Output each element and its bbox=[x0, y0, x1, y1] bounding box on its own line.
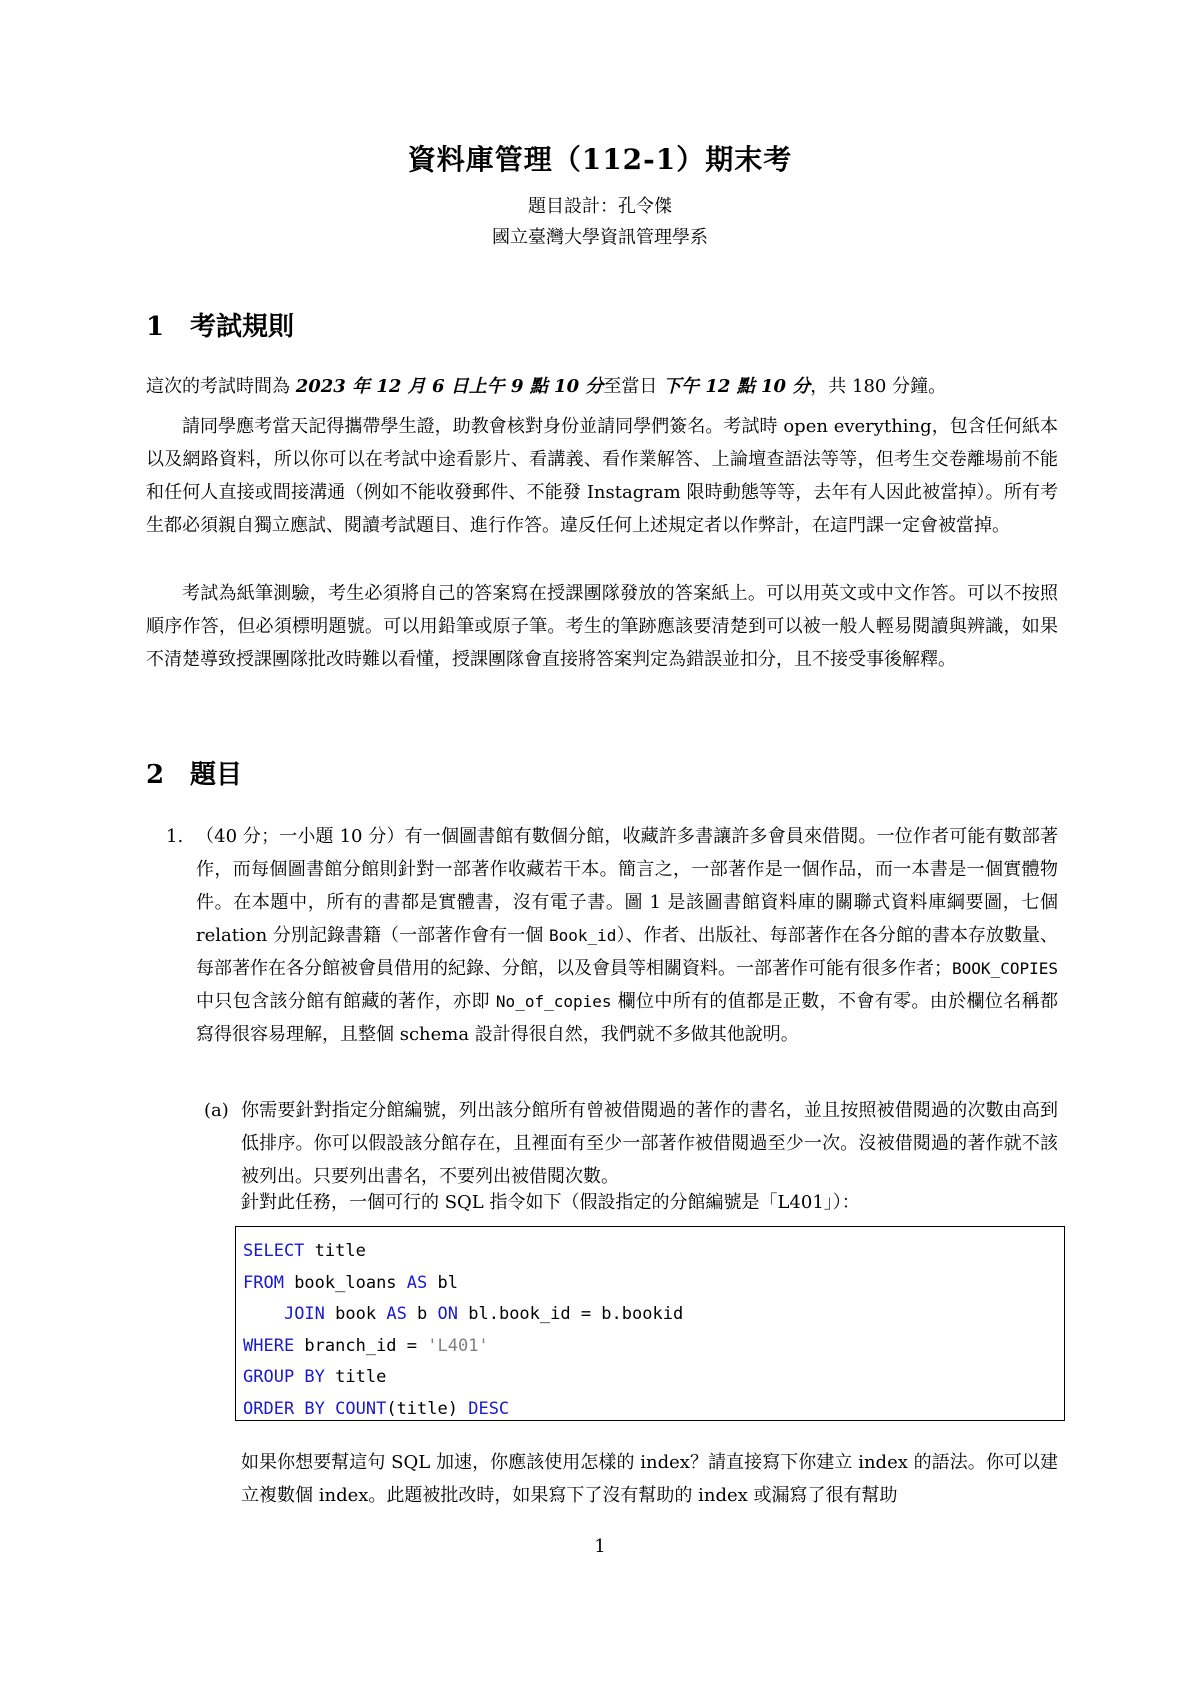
section-1-number: 1 bbox=[146, 312, 165, 342]
time-end: 下午 12 點 10 分 bbox=[663, 376, 811, 397]
sql-keyword: ON bbox=[437, 1304, 459, 1324]
sql-text: b bbox=[406, 1304, 438, 1324]
sql-text: bl bbox=[427, 1272, 458, 1293]
q1-text-part: 欄位中所有的值都是正數，不會有零。由於欄位名稱都寫得很容易理解，且整個 schema 設計得很自然，我們就不多做其他說明。 bbox=[196, 991, 1058, 1045]
subquestion-a-label: (a) bbox=[204, 1100, 229, 1121]
question-1-label: 1. bbox=[166, 826, 184, 847]
exam-time-paragraph bbox=[146, 370, 1058, 403]
sql-text: branch_id = bbox=[294, 1335, 428, 1356]
sql-keyword: SELECT bbox=[243, 1241, 305, 1261]
q1-text-part: 中只包含該分館有館藏的著作，亦即 bbox=[196, 991, 496, 1012]
section-2-title: 題目 bbox=[190, 760, 243, 790]
code-line bbox=[243, 1236, 1064, 1268]
sql-keyword: AS bbox=[406, 1272, 428, 1293]
sql-keyword: AS bbox=[386, 1304, 407, 1324]
sql-text: book_loans bbox=[283, 1272, 407, 1293]
time-prefix: 這次的考試時間為 bbox=[146, 376, 296, 397]
format-paragraph: 考試為紙筆測驗，考生必須將自己的答案寫在授課團隊發放的答案紙上。可以用英文或中文作答。可以不按照順序作答，但必須標明題號。可以用鉛筆或原子筆。考生的筆跡應該要清楚到可以被一般人輕易閱讀與辨識，如果不清楚導致授課團隊批改時難以看懂，授課團隊會直接將答案判定為錯誤並扣分，且不接受事後解釋。 bbox=[146, 583, 1058, 670]
department-line: 國立臺灣大學資訊管理學系 bbox=[492, 227, 708, 248]
code-line bbox=[243, 1299, 1064, 1331]
code-line bbox=[243, 1268, 1064, 1300]
sql-keyword: ORDER BY bbox=[243, 1398, 325, 1419]
code-line bbox=[243, 1331, 1064, 1363]
section-1-title: 考試規則 bbox=[190, 312, 295, 342]
section-2-heading bbox=[146, 754, 242, 791]
subquestion-a-text: 你需要針對指定分館編號，列出該分館所有曾被借閱過的著作的書名，並且按照被借閱過的次數由高到低排序。你可以假設該分館存在，且裡面有至少一部著作被借閱過至少一次。沒被借閱過的著作就不該被列出。只要列出書名，不要列出被借閱次數。 bbox=[241, 1100, 1058, 1187]
time-start: 2023 年 12 月 6 日上午 9 點 10 分 bbox=[295, 376, 604, 397]
sql-keyword: DESC bbox=[468, 1398, 510, 1419]
sql-text: bl.book_id = b.bookid bbox=[458, 1304, 684, 1324]
section-2-number: 2 bbox=[146, 760, 165, 790]
code-line bbox=[243, 1362, 1064, 1394]
q1-code-no-of-copies: No_of_copies bbox=[495, 992, 612, 1011]
sql-code-block bbox=[235, 1226, 1065, 1421]
sql-text: (title) bbox=[386, 1398, 469, 1419]
sql-text: book bbox=[324, 1304, 387, 1324]
sql-text: title bbox=[304, 1241, 366, 1261]
sql-keyword: JOIN bbox=[283, 1304, 325, 1324]
q1-text-part: ）、作者、出版社、每部著作在各分館的書本存放數量、每部著作在各分館被會員借用的紀錄、分館，以及會員等相關資料。一部著作可能有很多作者； bbox=[196, 925, 1059, 979]
sql-text: title bbox=[324, 1367, 387, 1387]
sql-keyword: WHERE bbox=[243, 1335, 295, 1356]
page-number: 1 bbox=[594, 1536, 606, 1557]
time-suffix: ，共 180 分鐘。 bbox=[810, 376, 947, 397]
sql-keyword: FROM bbox=[243, 1272, 284, 1293]
sql-intro: 針對此任務，一個可行的 SQL 指令如下（假設指定的分館編號是「L401」）： bbox=[241, 1192, 860, 1213]
sql-keyword: GROUP BY bbox=[243, 1367, 325, 1387]
sql-indent bbox=[243, 1304, 284, 1324]
sql-function: COUNT bbox=[335, 1398, 387, 1419]
page-title: 資料庫管理（112-1）期末考 bbox=[407, 143, 793, 176]
designer-line: 題目設計：孔令傑 bbox=[528, 196, 672, 217]
sql-text bbox=[325, 1399, 335, 1419]
section-1-heading bbox=[146, 306, 294, 343]
rules-paragraph: 請同學應考當天記得攜帶學生證，助教會核對身份並請同學們簽名。考試時 open everything，包含任何紙本以及網路資料，所以你可以在考試中途看影片、看講義、看作業解答、上論壇查語法等等，但考生交卷離場前不能和任何人直接或間接溝通（例如不能收發郵件、不能發 Instagram 限時動態等等，去年有人因此被當掉）。所有考生都必須親自獨立應試、閱讀考試題目、進行作答。違反任何上述規定者以作弊計，在這門課一定會被當掉。 bbox=[146, 416, 1058, 536]
index-question-text: 如果你想要幫這句 SQL 加速，你應該使用怎樣的 index？請直接寫下你建立 index 的語法。你可以建立複數個 index。此題被批改時，如果寫下了沒有幫助的 index 或漏寫了很有幫助 bbox=[241, 1452, 1058, 1506]
time-mid: 至當日 bbox=[603, 376, 664, 397]
q1-text-part: （40 分；一小題 10 分）有一個圖書館有數個分館，收藏許多書讓許多會員來借閱。一位作者可能有數部著作，而每個圖書館分館則針對一部著作收藏若干本。簡言之，一部著作是一個作品，而一本書是一個實體物件。在本題中，所有的書都是實體書，沒有電子書。圖 1 是該圖書館資料庫的關聯式資料庫綱要圖，七個 relation 分別記錄書籍（一部著作會有一個 bbox=[196, 826, 1058, 946]
code-line bbox=[243, 1394, 1064, 1426]
question-1-text bbox=[196, 820, 1058, 1051]
q1-code-book-id: Book_id bbox=[549, 926, 617, 945]
q1-code-book-copies: BOOK_COPIES bbox=[952, 959, 1058, 978]
sql-string: 'L401' bbox=[427, 1335, 489, 1356]
